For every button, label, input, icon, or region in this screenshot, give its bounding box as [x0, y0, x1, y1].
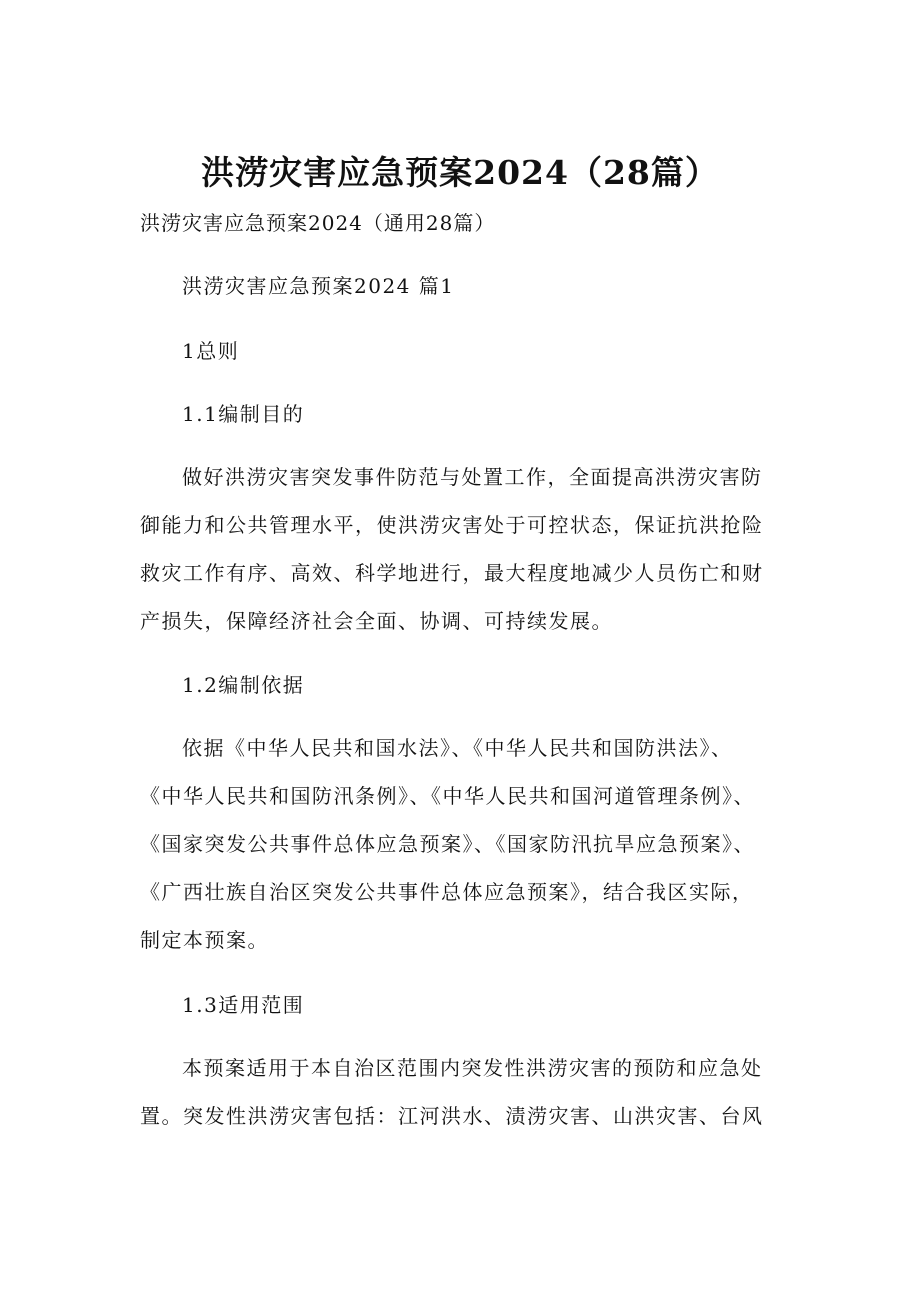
paragraph-line: 制定本预案。	[140, 928, 269, 952]
paragraph-line: 依据《中华人民共和国水法》、《中华人民共和国防洪法》、	[182, 736, 733, 760]
paragraph-line: 做好洪涝灾害突发事件防范与处置工作，全面提高洪涝灾害防	[182, 465, 763, 489]
paragraph-line: 《国家突发公共事件总体应急预案》、《国家防汛抗旱应急预案》、	[140, 832, 755, 856]
section-heading-scope: 1.3适用范围	[182, 993, 305, 1017]
paragraph-line: 《广西壮族自治区突发公共事件总体应急预案》，结合我区实际，	[140, 880, 754, 904]
paragraph-line: 本预案适用于本自治区范围内突发性洪涝灾害的预防和应急处	[182, 1056, 763, 1080]
document-title: 洪涝灾害应急预案2024（28篇）	[201, 153, 719, 192]
paragraph-line: 《中华人民共和国防汛条例》、《中华人民共和国河道管理条例》、	[140, 784, 755, 808]
document-subtitle: 洪涝灾害应急预案2024（通用28篇）	[140, 211, 496, 235]
paragraph-line: 置。突发性洪涝灾害包括：江河洪水、渍涝灾害、山洪灾害、台风	[140, 1104, 764, 1128]
section-heading-purpose: 1.1编制目的	[182, 402, 305, 426]
paragraph-line: 救灾工作有序、高效、科学地进行，最大程度地减少人员伤亡和财	[140, 561, 764, 585]
section-heading-basis: 1.2编制依据	[182, 673, 305, 697]
paragraph-line: 产损失，保障经济社会全面、协调、可持续发展。	[140, 609, 613, 633]
paragraph-line: 御能力和公共管理水平，使洪涝灾害处于可控状态，保证抗洪抢险	[140, 513, 764, 537]
section-heading-part-1: 洪涝灾害应急预案2024 篇1	[182, 274, 455, 298]
section-heading-general: 1总则	[182, 339, 240, 363]
